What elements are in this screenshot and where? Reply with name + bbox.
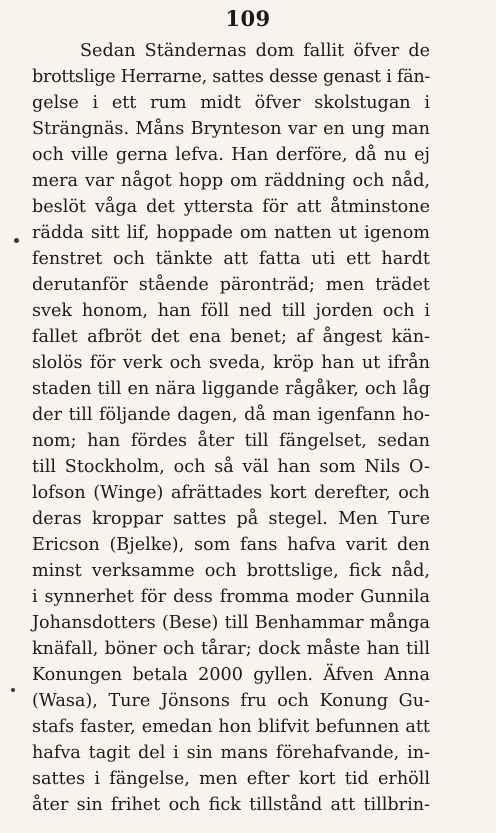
text-line: staden till en nära liggande rågåker, och låg: [32, 379, 430, 399]
text-line: deras kroppar sattes på stegel. Men Ture: [32, 509, 430, 529]
text-line: svek honom, han föll ned till jorden och i: [32, 301, 430, 321]
text-line: i synnerhet för dess fromma moder Gunnila: [32, 587, 430, 607]
text-line: brottslige Herrarne, sattes desse genast i fän-: [32, 67, 430, 87]
text-line: der till följande dagen, då man igenfann ho-: [32, 405, 430, 425]
text-line: sattes i fängelse, men efter kort tid erhöll: [32, 769, 430, 789]
text-line: nom; han fördes åter till fängelset, sedan: [32, 431, 430, 451]
page-number: 109: [225, 6, 271, 31]
ink-speck: [11, 688, 15, 692]
text-line: knäfall, böner och tårar; dock måste han till: [32, 639, 430, 659]
text-line: derutanför stående päronträd; men trädet: [32, 275, 430, 295]
text-line: mera var något hopp om räddning och nåd,: [32, 171, 430, 191]
text-line: Strängnäs. Måns Brynteson var en ung man: [32, 119, 430, 139]
text-line: åter sin frihet och fick tillstånd att tillbrin-: [32, 795, 430, 815]
text-line: till Stockholm, och så väl han som Nils O-: [32, 457, 430, 477]
text-line: och ville gerna lefva. Han derföre, då nu ej: [32, 145, 430, 165]
text-line: Johansdotters (Bese) till Benhammar många: [32, 613, 430, 633]
text-line: gelse i ett rum midt öfver skolstugan i: [32, 93, 430, 113]
text-line: Sedan Ständernas dom fallit öfver de: [80, 41, 430, 61]
text-line: rädda sitt lif, hoppade om natten ut igenom: [32, 223, 430, 243]
body-text: [32, 38, 430, 818]
text-line: beslöt våga det yttersta för att åtminstone: [32, 197, 430, 217]
text-line: lofson (Winge) afrättades kort derefter, och: [32, 483, 430, 503]
text-line: Ericson (Bjelke), som fans hafva varit den: [32, 535, 430, 555]
text-line: Konungen betala 2000 gyllen. Äfven Anna: [32, 665, 430, 685]
text-line: (Wasa), Ture Jönsons fru och Konung Gu-: [32, 691, 430, 711]
text-line: stafs faster, emedan hon blifvit befunnen att: [32, 717, 430, 737]
text-line: hafva tagit del i sin mans förehafvande, in-: [32, 743, 430, 763]
text-line: fallet afbröt det ena benet; af ångest kän-: [32, 327, 430, 347]
text-line: slolös för verk och sveda, kröp han ut ifrån: [32, 353, 430, 373]
ink-speck: [14, 238, 19, 243]
text-line: fenstret och tänkte att fatta uti ett hardt: [32, 249, 430, 269]
text-line: minst verksamme och brottslige, fick nåd,: [32, 561, 430, 581]
